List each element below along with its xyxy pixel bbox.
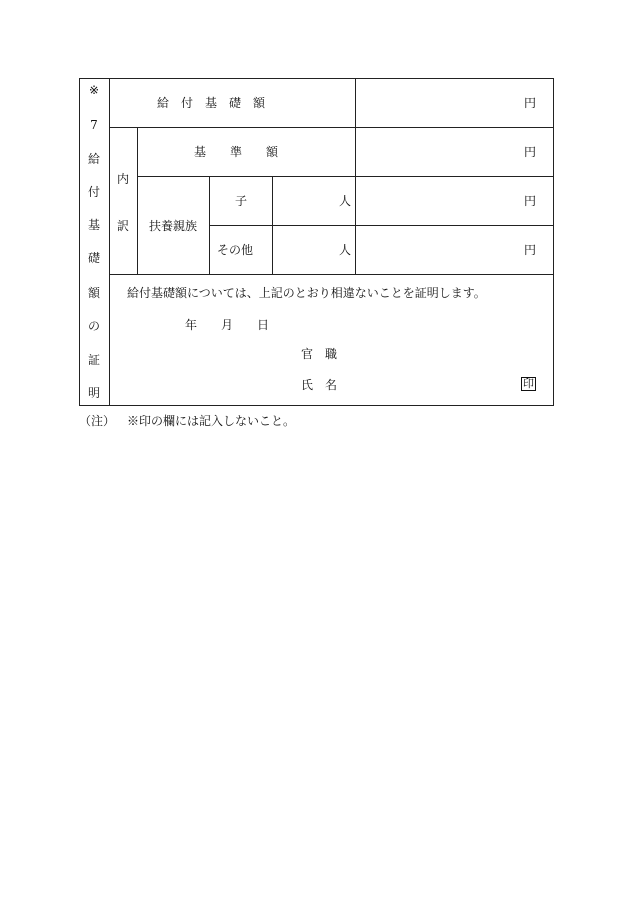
side-label-column: [79, 78, 109, 405]
side-label-char: 基: [87, 218, 100, 232]
standard-amount-label: 基 準 額: [194, 145, 279, 159]
breakdown-label-char: 訳: [117, 219, 130, 233]
side-label-char: 礎: [87, 251, 100, 265]
children-yen-unit: 円: [524, 194, 537, 208]
others-yen-unit: 円: [524, 243, 537, 257]
side-label-char: 付: [87, 185, 100, 199]
side-label-char: 7: [90, 118, 98, 132]
breakdown-label-char: 内: [117, 172, 130, 186]
seal-mark: 印: [523, 377, 534, 390]
side-label-char: の: [87, 319, 100, 333]
footnote: [79, 414, 295, 428]
base-amount-yen-unit: 円: [524, 96, 537, 110]
base-amount-label: 給 付 基 礎 額: [157, 96, 266, 110]
side-label-char: 給: [87, 152, 100, 166]
children-persons-unit: 人: [339, 194, 352, 208]
footnote-text: ※印の欄には記入しないこと。: [127, 414, 296, 428]
position-label: 官 職: [301, 347, 338, 361]
name-label: 氏 名: [301, 378, 338, 392]
date-line: 年 月 日: [185, 318, 270, 332]
dependents-label: 扶養親族: [149, 219, 198, 233]
certification-statement: 給付基礎額については、上記のとおり相違ないことを証明します。: [127, 286, 486, 300]
footnote-prefix: （注）: [79, 414, 116, 428]
side-label-char: 証: [87, 353, 100, 367]
side-label-char: 明: [87, 386, 100, 400]
others-persons-unit: 人: [339, 243, 352, 257]
children-label: 子: [235, 194, 248, 208]
side-label-char: 額: [87, 286, 100, 300]
standard-amount-yen-unit: 円: [524, 145, 537, 159]
side-label-char: ※: [88, 83, 100, 97]
others-label: その他: [217, 243, 254, 257]
